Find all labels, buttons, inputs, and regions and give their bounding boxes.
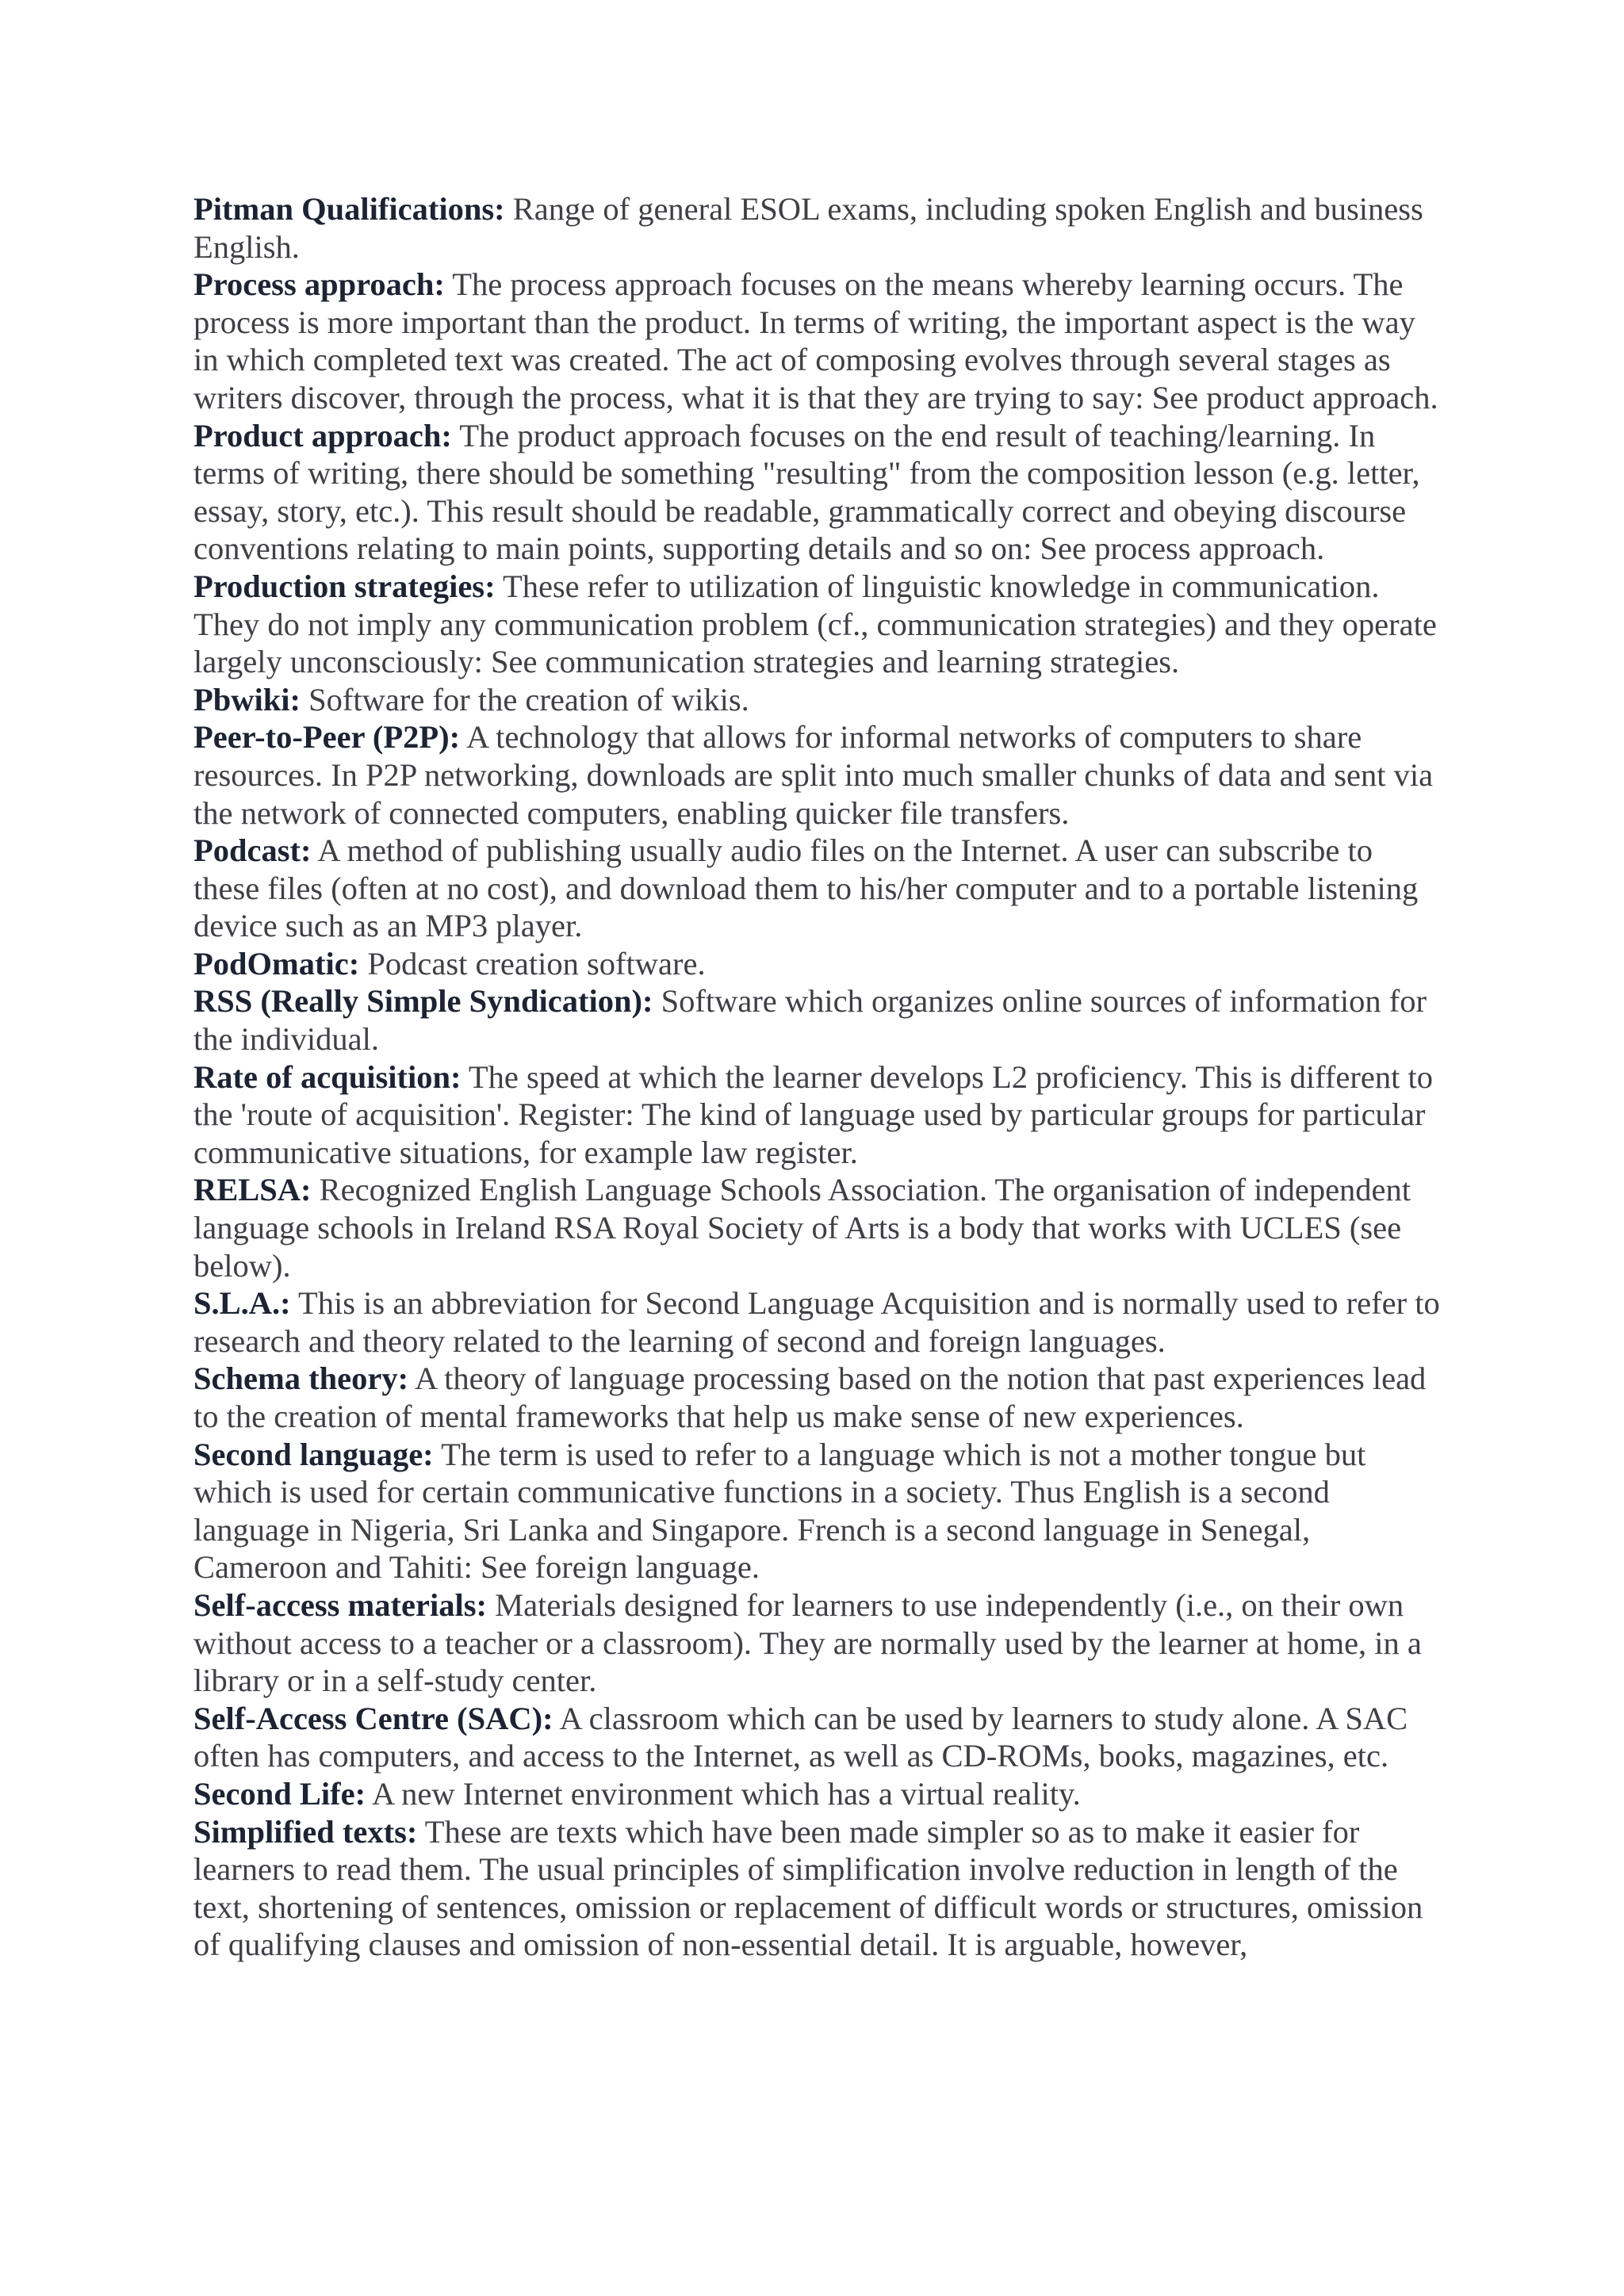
glossary-term: Podcast: <box>193 832 312 869</box>
glossary-term: Self-Access Centre (SAC): <box>193 1700 553 1736</box>
glossary-term: Pitman Qualifications: <box>193 191 505 227</box>
glossary-entry <box>193 1586 1446 1700</box>
glossary-entry <box>193 681 1446 719</box>
glossary-term: Peer-to-Peer (P2P): <box>193 719 461 756</box>
glossary-entry <box>193 266 1446 416</box>
glossary-definition: A classroom which can be used by learners to study alone. A SAC often has computers, and access to the Internet, as well as CD-ROMs, books, magazines, etc. <box>193 1700 1408 1774</box>
glossary-term: S.L.A.: <box>193 1285 291 1322</box>
glossary-term: Second Life: <box>193 1775 366 1812</box>
glossary-term: Simplified texts: <box>193 1813 418 1850</box>
glossary-definition: The term is used to refer to a language which is not a mother tongue but which is used for certain communicative functions in a society. Thus English is a second language in Nigeria, Sri Lanka and Singapore. French is a second language in Senegal, Cameroon and Tahiti: See foreign language. <box>193 1436 1366 1586</box>
glossary-term: Self-access materials: <box>193 1586 487 1623</box>
glossary-entry <box>193 1700 1446 1775</box>
glossary-entry <box>193 1436 1446 1586</box>
glossary-entry <box>193 1058 1446 1172</box>
glossary-definition: The product approach focuses on the end result of teaching/learning. In terms of writing, there should be something "resulting" from the composition lesson (e.g. letter, essay, story, etc.). This result should be readable, grammatically correct and obeying discourse conventions relating to main points, supporting details and so on: See process approach. <box>193 417 1420 567</box>
glossary-definition: Software for the creation of wikis. <box>301 681 749 718</box>
glossary-entry <box>193 1171 1446 1284</box>
glossary-definition: The speed at which the learner develops L2 proficiency. This is different to the 'route of acquisition'. Register: The kind of language used by particular groups for particular communicative situations, for example law register. <box>193 1058 1433 1170</box>
glossary-definition: These refer to utilization of linguistic knowledge in communication. They do not imply any communication problem (cf., communication strategies) and they operate largely unconsciously: See communication strategies and learning strategies. <box>193 568 1437 680</box>
glossary-list <box>193 190 1446 1964</box>
glossary-definition: Materials designed for learners to use independently (i.e., on their own without access to a teacher or a classroom). They are normally used by the learner at home, in a library or in a self-study center. <box>193 1586 1422 1699</box>
glossary-term: Product approach: <box>193 417 452 453</box>
glossary-definition: The process approach focuses on the means whereby learning occurs. The process is more important than the product. In terms of writing, the important aspect is the way in which completed text was created. The act of composing evolves through several stages as writers discover, through the process, what it is that they are trying to say: See product approach. <box>193 266 1438 415</box>
glossary-definition: Range of general ESOL exams, including spoken English and business English. <box>193 191 1423 265</box>
glossary-definition: A new Internet environment which has a virtual reality. <box>366 1775 1081 1812</box>
glossary-entry <box>193 718 1446 832</box>
glossary-term: Rate of acquisition: <box>193 1058 462 1095</box>
glossary-entry <box>193 1360 1446 1435</box>
glossary-term: RSS (Really Simple Syndication): <box>193 983 653 1020</box>
glossary-definition: Software which organizes online sources of information for the individual. <box>193 983 1427 1058</box>
glossary-term: RELSA: <box>193 1172 312 1208</box>
glossary-entry <box>193 568 1446 681</box>
glossary-definition: A method of publishing usually audio files on the Internet. A user can subscribe to these files (often at no cost), and download them to his/her computer and to a portable listening device such as an MP3 player. <box>193 832 1419 944</box>
glossary-definition: A theory of language processing based on the notion that past experiences lead to the creation of mental frameworks that help us make sense of new experiences. <box>193 1360 1427 1434</box>
glossary-entry <box>193 417 1446 568</box>
glossary-entry <box>193 190 1446 266</box>
glossary-term: PodOmatic: <box>193 945 360 982</box>
glossary-entry <box>193 1813 1446 1964</box>
glossary-definition: Podcast creation software. <box>359 945 706 982</box>
glossary-definition: Recognized English Language Schools Association. The organisation of independent language schools in Ireland RSA Royal Society of Arts is a body that works with UCLES (see below). <box>193 1172 1411 1284</box>
glossary-definition: A technology that allows for informal networks of computers to share resources. In P2P networking, downloads are split into much smaller chunks of data and sent via the network of connected computers, enabling quicker file transfers. <box>193 719 1434 831</box>
glossary-entry <box>193 1775 1446 1813</box>
glossary-term: Schema theory: <box>193 1360 409 1397</box>
glossary-entry <box>193 945 1446 983</box>
glossary-term: Process approach: <box>193 266 445 303</box>
glossary-entry <box>193 832 1446 945</box>
glossary-term: Pbwiki: <box>193 681 301 718</box>
glossary-definition: This is an abbreviation for Second Language Acquisition and is normally used to refer to research and theory related to the learning of second and foreign languages. <box>193 1285 1440 1359</box>
glossary-definition: These are texts which have been made simpler so as to make it easier for learners to read them. The usual principles of simplification involve reduction in length of the text, shortening of sentences, omission or replacement of difficult words or structures, omission of qualifying clauses and omission of non-essential detail. It is arguable, however, <box>193 1813 1423 1963</box>
glossary-term: Production strategies: <box>193 568 496 604</box>
glossary-entry <box>193 1284 1446 1360</box>
glossary-term: Second language: <box>193 1436 434 1472</box>
glossary-entry <box>193 982 1446 1058</box>
